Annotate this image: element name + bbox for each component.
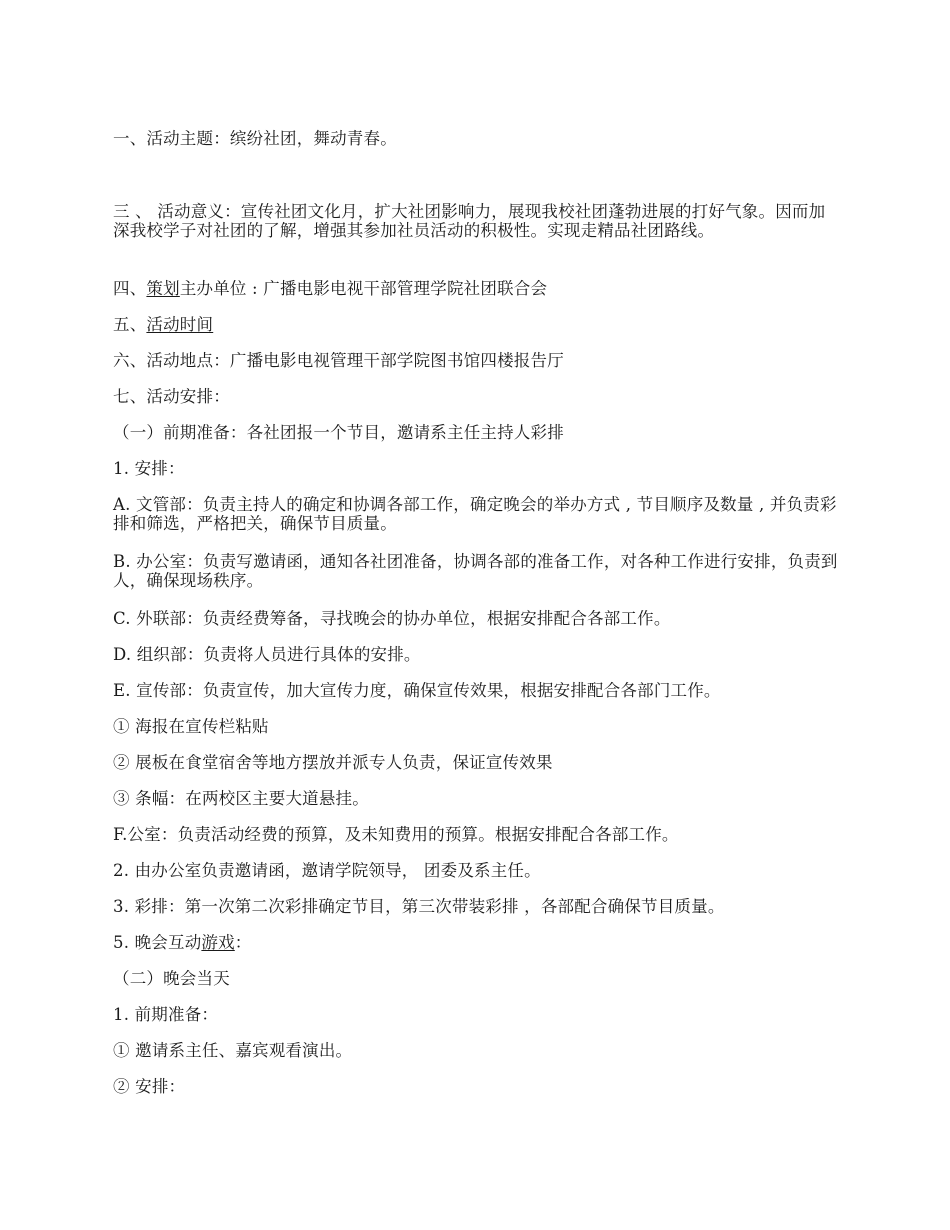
paragraph-event-day: （二）晚会当天 (113, 969, 230, 988)
paragraph-office: B. 办公室：负责写邀请函，通知各社团准备，协调各部的准备工作，对各种工作进行安排，负责到人，确保现场秩序。 (113, 552, 838, 590)
list-item-poster: ① 海报在宣传栏粘贴 (113, 717, 269, 736)
paragraph-publicity-dept: E. 宣传部：负责宣传，加大宣传力度，确保宣传效果，根据安排配合各部门工作。 (113, 681, 721, 700)
paragraph-liaison-dept: C. 外联部：负责经费筹备，寻找晚会的协办单位，根据安排配合各部工作。 (113, 609, 671, 628)
games-link[interactable]: 游戏 (201, 933, 235, 952)
organizer-prefix: 四、 (113, 279, 147, 298)
planning-link[interactable]: 策划 (146, 279, 180, 298)
paragraph-arrangement-heading: 1. 安排： (113, 459, 185, 478)
activity-time-link[interactable]: 活动时间 (146, 315, 214, 334)
list-item-invite-guests: ① 邀请系主任、嘉宾观看演出。 (113, 1041, 353, 1060)
paragraph-rehearsal: 3. 彩排：第一次第二次彩排确定节目，第三次带装彩排 ，各部配合确保节目质量。 (113, 897, 725, 916)
list-item-arrangement: ② 安排： (113, 1077, 186, 1096)
paragraph-early-preparation: 1. 前期准备： (113, 1005, 219, 1024)
paragraph-culture-dept: A. 文管部：负责主持人的确定和协调各部工作，确定晚会的举办方式 , 节目顺序及数量 , 并负责彩排和筛选，严格把关，确保节目质量。 (113, 495, 837, 533)
games-prefix: 5. 晚会互动 (113, 933, 202, 952)
paragraph-preparation: （一）前期准备：各社团报一个节目，邀请系主任主持人彩排 (113, 423, 564, 442)
list-item-display-board: ② 展板在食堂宿舍等地方摆放并派专人负责，保证宣传效果 (113, 753, 553, 772)
activity-time-prefix: 五、 (113, 315, 147, 334)
paragraph-organization-dept: D. 组织部：负责将人员进行具体的安排。 (113, 645, 421, 664)
organizer-text: 主办单位 : 广播电影电视干部管理学院社团联合会 (179, 279, 548, 298)
games-suffix: ： (234, 933, 252, 952)
paragraph-activity-time (113, 315, 840, 334)
paragraph-activity-location: 六、活动地点：广播电影电视管理干部学院图书馆四楼报告厅 (113, 351, 564, 370)
paragraph-activity-significance: 三 、 活动意义：宣传社团文化月，扩大社团影响力，展现我校社团蓬勃进展的打好气象。因而加深我校学子对社团的了解，增强其参加社员活动的积极性。实现走精品社团路线。 (113, 202, 826, 240)
paragraph-activity-theme: 一、活动主题：缤纷社团，舞动青春。 (113, 129, 397, 148)
paragraph-budget-office: F.公室：负责活动经费的预算，及未知费用的预算。根据安排配合各部工作。 (113, 825, 679, 844)
list-item-banner: ③ 条幅：在两校区主要大道悬挂。 (113, 789, 369, 808)
paragraph-activity-arrangement: 七、活动安排： (113, 387, 230, 406)
paragraph-organizer (113, 279, 840, 298)
paragraph-invitation: 2. 由办公室负责邀请函，邀请学院领导， 团委及系主任。 (113, 861, 541, 880)
paragraph-interactive-games (113, 933, 840, 952)
